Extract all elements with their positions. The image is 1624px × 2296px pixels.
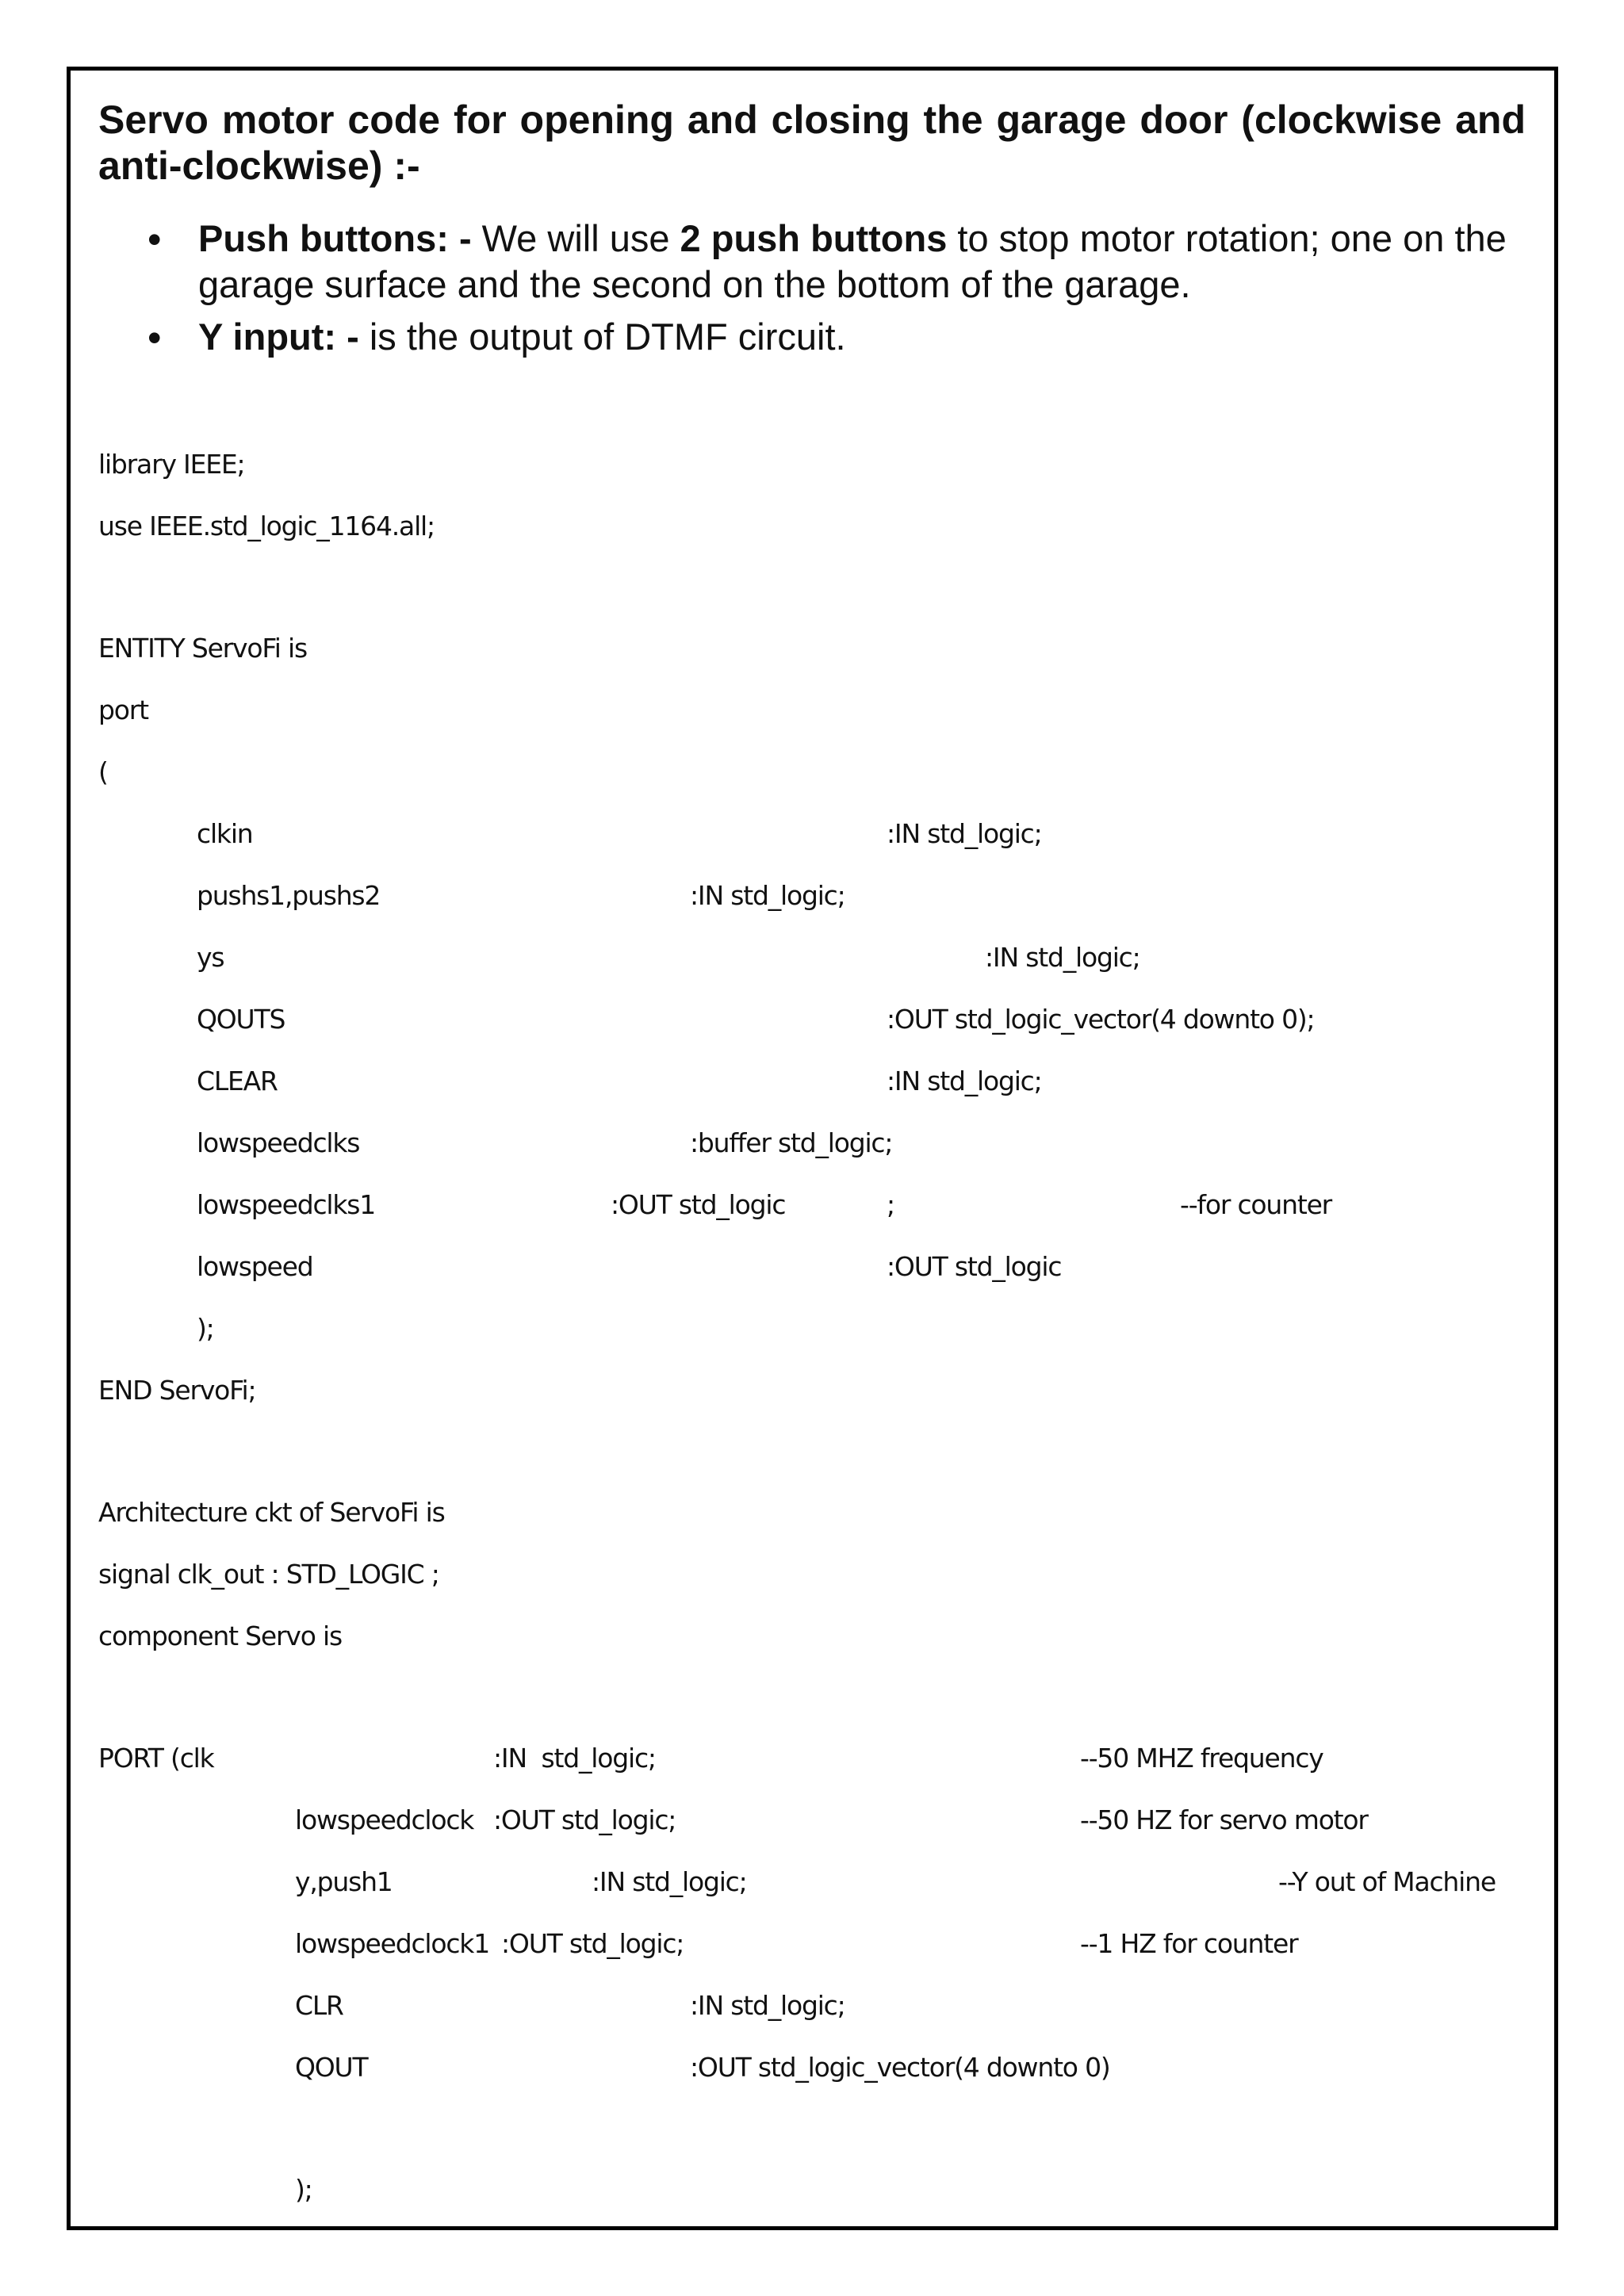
code-line: Architecture ckt of ServoFi is: [98, 1497, 445, 1528]
port-type: :OUT std_logic: [887, 1251, 1062, 1282]
code-line: );: [197, 1313, 214, 1344]
port-type: :IN std_logic;: [690, 880, 845, 911]
port-name: QOUT: [295, 2052, 368, 2083]
port-name: lowspeedclock1: [295, 1928, 489, 1959]
code-line: library IEEE;: [98, 449, 245, 480]
section-heading-cont: anti-clockwise) :-: [98, 144, 420, 188]
code-comment: --50 MHZ frequency: [1080, 1743, 1323, 1774]
bullet-text: We will use: [481, 217, 680, 259]
code-comment: --for counter: [1180, 1189, 1332, 1220]
bullet-push-buttons: [198, 216, 1530, 308]
port-type: :IN std_logic;: [690, 1990, 845, 2021]
port-type: :IN std_logic;: [493, 1743, 656, 1774]
bullet-label: Y input: -: [198, 316, 370, 358]
port-name: QOUTS: [197, 1004, 285, 1035]
port-name: y,push1: [295, 1866, 393, 1897]
bullet-label: Push buttons: -: [198, 217, 482, 259]
port-name: CLR: [295, 1990, 343, 2021]
port-name: lowspeedclks: [197, 1127, 360, 1158]
port-semicolon: ;: [887, 1189, 894, 1220]
port-type: :IN std_logic;: [592, 1866, 747, 1897]
code-line: component Servo is: [98, 1621, 342, 1651]
port-name: pushs1,pushs2: [197, 880, 381, 911]
port-name: clkin: [197, 818, 253, 849]
port-type: :OUT std_logic_vector(4 downto 0): [690, 2052, 1110, 2083]
port-name: ys: [197, 942, 224, 973]
section-heading: Servo motor code for opening and closing the garage door (clockwise and: [98, 98, 1526, 142]
code-comment: --50 HZ for servo motor: [1080, 1804, 1368, 1835]
code-line: use IEEE.std_logic_1164.all;: [98, 511, 435, 541]
port-name: lowspeedclks1: [197, 1189, 376, 1220]
port-type: :IN std_logic;: [887, 818, 1042, 849]
port-type: :IN std_logic;: [887, 1066, 1042, 1096]
bullet-text: is the output of DTMF circuit.: [369, 316, 846, 358]
port-name: lowspeedclock: [295, 1804, 474, 1835]
code-line: (: [98, 756, 108, 787]
code-comment: --1 HZ for counter: [1080, 1928, 1298, 1959]
port-type: :OUT std_logic;: [493, 1804, 676, 1835]
code-line: signal clk_out : STD_LOGIC ;: [98, 1559, 439, 1590]
code-line: END ServoFi;: [98, 1375, 256, 1406]
bullet-dot: •: [147, 316, 162, 360]
code-comment: --Y out of Machine: [1278, 1866, 1496, 1897]
bullet-y-input: [198, 314, 1530, 360]
port-name: lowspeed: [197, 1251, 313, 1282]
code-line: ENTITY ServoFi is: [98, 633, 307, 664]
port-name: CLEAR: [197, 1066, 278, 1096]
port-type: :OUT std_logic: [611, 1189, 786, 1220]
code-line: port: [98, 695, 148, 725]
bullet-text: to stop motor rotation; one on the garage surface and the second on the bottom of the garage.: [198, 217, 1507, 305]
code-line: );: [295, 2174, 312, 2205]
port-type: :IN std_logic;: [985, 942, 1140, 973]
port-type: :buffer std_logic;: [690, 1127, 893, 1158]
bullet-dot: •: [147, 217, 162, 262]
port-type: :OUT std_logic_vector(4 downto 0);: [887, 1004, 1315, 1035]
bullet-emphasis: 2 push buttons: [680, 217, 948, 259]
port-type: :OUT std_logic;: [501, 1928, 684, 1959]
port-name: PORT (clk: [98, 1743, 214, 1774]
